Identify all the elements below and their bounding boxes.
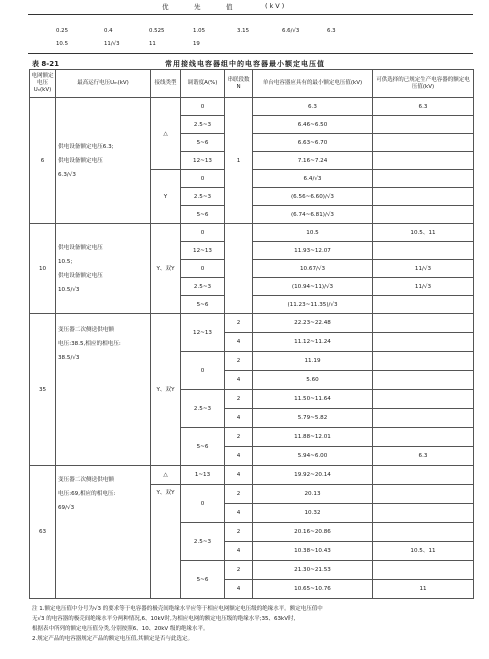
series-cell: 2 <box>225 485 253 504</box>
reactance-cell: 0 <box>181 224 225 242</box>
reactance-cell: 2.5~3 <box>181 523 225 561</box>
top-value: 3.15 <box>237 28 250 34</box>
min-voltage-cell: 10.32 <box>253 504 373 523</box>
min-voltage-cell: 5.79~5.82 <box>253 409 373 428</box>
reactance-cell: 0 <box>181 170 225 188</box>
top-value: 11/√3 <box>104 41 120 47</box>
series-cell: 2 <box>225 561 253 580</box>
min-voltage-cell: 10.38~10.43 <box>253 542 373 561</box>
selectable-cell: 6.3 <box>373 98 474 116</box>
series-cell: 2 <box>225 390 253 409</box>
reactance-cell: 12~13 <box>181 242 225 260</box>
series-cell: 1 <box>225 98 253 224</box>
series-cell: 4 <box>225 333 253 352</box>
col-header-reactance: 调谐度A(%) <box>181 70 225 98</box>
col-header-min-voltage: 单台电容器应具有的最小额定电压值(kV) <box>253 70 373 98</box>
selectable-cell <box>373 116 474 134</box>
min-voltage-cell: 11.88~12.01 <box>253 428 373 447</box>
min-voltage-cell: 11.50~11.64 <box>253 390 373 409</box>
selectable-cell <box>373 314 474 333</box>
min-voltage-cell: 6.46~6.50 <box>253 116 373 134</box>
min-voltage-cell: (6.74~6.81)/√3 <box>253 206 373 224</box>
system-voltage-cell: 6 <box>30 98 56 224</box>
connection-cell: △ <box>151 98 181 170</box>
selectable-cell <box>373 371 474 390</box>
top-value: 0.25 <box>56 28 69 34</box>
series-cell: 4 <box>225 504 253 523</box>
system-voltage-cell: 35 <box>30 314 56 466</box>
desc-line: 69/√3 <box>58 505 75 511</box>
header-text-4: (kV) <box>265 2 287 10</box>
min-voltage-cell: 11.19 <box>253 352 373 371</box>
header-rule <box>28 14 473 15</box>
top-rule <box>28 53 473 54</box>
selectable-cell <box>373 390 474 409</box>
selectable-cell <box>373 170 474 188</box>
selectable-cell <box>373 296 474 314</box>
selectable-cell: 10.5、11 <box>373 542 474 561</box>
reactance-cell: 12~13 <box>181 152 225 170</box>
selectable-cell <box>373 485 474 504</box>
selectable-cell: 6.3 <box>373 447 474 466</box>
selectable-cell <box>373 134 474 152</box>
voltage-table <box>29 69 474 599</box>
table-caption <box>32 59 472 68</box>
reactance-cell: 5~6 <box>181 134 225 152</box>
desc-line: 供电设备额定电压 <box>58 244 103 251</box>
min-voltage-cell: (11.23~11.35)/√3 <box>253 296 373 314</box>
series-cell: 2 <box>225 314 253 333</box>
series-cell: 4 <box>225 542 253 561</box>
connection-cell: △ <box>151 466 181 485</box>
reactance-cell: 5~6 <box>181 296 225 314</box>
min-voltage-cell: 6.63~6.70 <box>253 134 373 152</box>
selectable-cell <box>373 352 474 371</box>
voltage-description <box>56 314 151 466</box>
selectable-cell <box>373 428 474 447</box>
min-voltage-cell: 5.94~6.00 <box>253 447 373 466</box>
series-cell: 2 <box>225 523 253 542</box>
voltage-description <box>56 224 151 314</box>
desc-line: 供电设备额定电压 <box>58 157 103 164</box>
selectable-cell: 11/√3 <box>373 260 474 278</box>
min-voltage-cell: 7.16~7.24 <box>253 152 373 170</box>
selectable-cell <box>373 523 474 542</box>
note-line: 2.规定产品的电容器规定产品的额定电压值,其额定是否与此选定。 <box>32 636 193 642</box>
top-value: 0.525 <box>149 28 165 34</box>
selectable-cell <box>373 333 474 352</box>
desc-line: 电压:69,相应的相电压: <box>58 491 116 497</box>
header-text-3: 值 <box>226 3 235 11</box>
desc-line: 6.3/√3 <box>58 171 76 178</box>
series-cell: 4 <box>225 371 253 390</box>
top-value: 0.4 <box>104 28 113 34</box>
note-line: 无√3 的电容器的极壳间绝缘水平分两种情况,6、10kV时,为相应电网的额定电压级的绝缘水平;35、63kV时, <box>32 616 296 622</box>
voltage-description <box>56 98 151 224</box>
selectable-cell <box>373 504 474 523</box>
min-voltage-cell: 6.3 <box>253 98 373 116</box>
desc-line: 电压:38.5,相应的相电压: <box>58 341 121 347</box>
min-voltage-cell: 20.16~20.86 <box>253 523 373 542</box>
desc-line: 变压器二次侧送供电额 <box>58 477 114 483</box>
col-header-series: 串联段数N <box>225 70 253 98</box>
desc-line: 38.5/√3 <box>58 355 80 361</box>
top-values-row-1 <box>0 28 489 36</box>
reactance-cell: 2.5~3 <box>181 278 225 296</box>
desc-line: 供电设备额定电压 <box>58 272 103 279</box>
top-value: 6.3 <box>327 28 336 34</box>
connection-cell: Y <box>151 170 181 224</box>
reactance-cell: 5~6 <box>181 206 225 224</box>
series-cell: 4 <box>225 466 253 485</box>
system-voltage-cell: 63 <box>30 466 56 599</box>
min-voltage-cell: 10.65~10.76 <box>253 580 373 599</box>
top-value: 11 <box>149 41 156 47</box>
table-notes <box>32 604 472 644</box>
top-values-row-2 <box>0 41 489 49</box>
header-text-2: 先 <box>194 3 203 11</box>
top-value: 1.05 <box>193 28 206 34</box>
note-line: 根据表中所列的额定电压值分类,分别按照6、10、20kV 级的绝缘水平。 <box>32 626 209 632</box>
min-voltage-cell: 5.60 <box>253 371 373 390</box>
min-voltage-cell: 21.30~21.53 <box>253 561 373 580</box>
reactance-cell: 0 <box>181 485 225 523</box>
selectable-cell <box>373 409 474 428</box>
reactance-cell: 0 <box>181 352 225 390</box>
series-cell: 4 <box>225 580 253 599</box>
selectable-cell <box>373 466 474 485</box>
selectable-cell <box>373 561 474 580</box>
selectable-cell: 11/√3 <box>373 278 474 296</box>
selectable-cell: 10.5、11 <box>373 224 474 242</box>
table-title: 常用接线电容器组中的电容器最小额定电压值 <box>165 60 325 68</box>
table-number: 表 8-21 <box>32 60 59 68</box>
reactance-cell: 0 <box>181 98 225 116</box>
series-cell: 2 <box>225 352 253 371</box>
selectable-cell <box>373 242 474 260</box>
col-header-max-voltage: 最高运行电压Uₘ(kV) <box>56 70 151 98</box>
note-line: 注 1.额定电压值中分号为√3 的要求等于电容器的极壳间绝缘水平应等于相应电网额定电压级的绝缘水平。额定电压值中 <box>32 606 323 612</box>
page-header <box>0 2 489 12</box>
min-voltage-cell: 20.13 <box>253 485 373 504</box>
system-voltage-cell: 10 <box>30 224 56 314</box>
voltage-description <box>56 466 151 599</box>
min-voltage-cell: 10.5 <box>253 224 373 242</box>
top-value: 10.5 <box>56 41 69 47</box>
desc-line: 10.5; <box>58 258 73 265</box>
connection-cell: Y、双Y <box>151 224 181 314</box>
reactance-cell: 2.5~3 <box>181 188 225 206</box>
desc-line: 供电设备额定电压6.3; <box>58 143 114 150</box>
min-voltage-cell: (6.56~6.60)/√3 <box>253 188 373 206</box>
series-cell: 4 <box>225 409 253 428</box>
min-voltage-cell: 22.23~22.48 <box>253 314 373 333</box>
col-header-system-voltage: 电网额定电压Uₙ(kV) <box>30 70 56 98</box>
connection-cell: Y、双Y <box>151 485 181 599</box>
series-cell: 2 <box>225 428 253 447</box>
reactance-cell: 0 <box>181 260 225 278</box>
min-voltage-cell: (10.94~11)/√3 <box>253 278 373 296</box>
desc-line: 变压器二次侧送供电额 <box>58 327 114 333</box>
reactance-cell: 2.5~3 <box>181 116 225 134</box>
connection-cell: Y、双Y <box>151 314 181 466</box>
min-voltage-cell: 10.67/√3 <box>253 260 373 278</box>
series-cell <box>225 224 253 314</box>
min-voltage-cell: 11.93~12.07 <box>253 242 373 260</box>
col-header-selectable: 可供选择的已规定生产电容器的额定电压值(kV) <box>373 70 474 98</box>
min-voltage-cell: 6.4/√3 <box>253 170 373 188</box>
reactance-cell: 1~13 <box>181 466 225 485</box>
header-text-1: 优 <box>162 3 171 11</box>
desc-line: 10.5/√3 <box>58 286 80 293</box>
min-voltage-cell: 19.92~20.14 <box>253 466 373 485</box>
reactance-cell: 2.5~3 <box>181 390 225 428</box>
selectable-cell <box>373 152 474 170</box>
top-value: 6.6/√3 <box>282 28 300 34</box>
reactance-cell: 5~6 <box>181 561 225 599</box>
reactance-cell: 12~13 <box>181 314 225 352</box>
top-value: 19 <box>193 41 200 47</box>
selectable-cell <box>373 206 474 224</box>
selectable-cell: 11 <box>373 580 474 599</box>
reactance-cell: 5~6 <box>181 428 225 466</box>
selectable-cell <box>373 188 474 206</box>
min-voltage-cell: 11.12~11.24 <box>253 333 373 352</box>
series-cell: 4 <box>225 447 253 466</box>
col-header-connection: 接线类型 <box>151 70 181 98</box>
